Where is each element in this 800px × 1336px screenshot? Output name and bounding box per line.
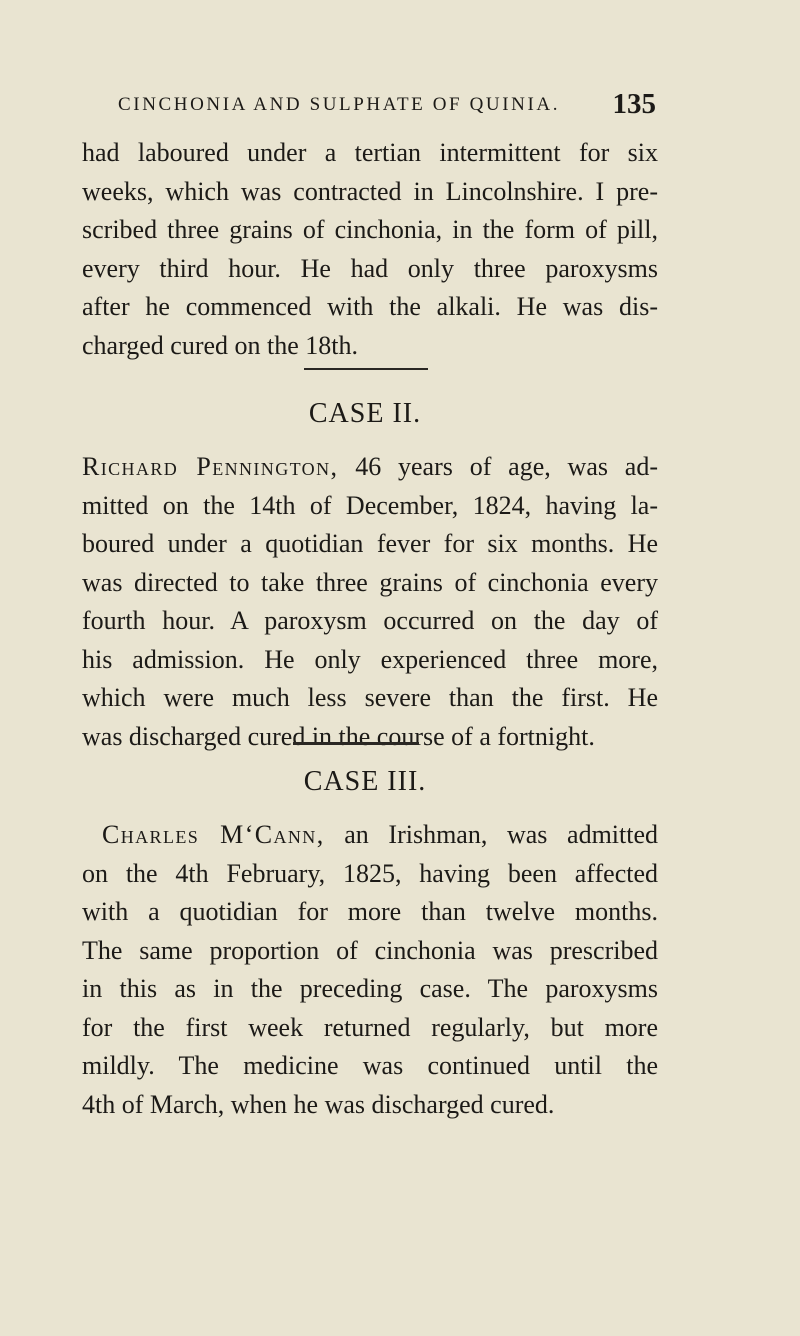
section-divider (304, 368, 428, 370)
text-line: weeks, which was contracted in Lincolnshire. I pre- (82, 176, 658, 206)
patient-name: Richard Pennington, (82, 452, 339, 481)
text-line: his admission. He only experienced three more, (82, 644, 658, 674)
case-3-paragraph (82, 816, 658, 1124)
text-line: every third hour. He had only three paroxysms (82, 253, 658, 283)
text-fragment: an Irishman, was admitted (344, 820, 658, 849)
text-line: after he commenced with the alkali. He was dis- (82, 292, 658, 321)
patient-name: Charles M‘Cann, (102, 820, 325, 849)
text-line: had laboured under a tertian intermittent for six (82, 138, 658, 167)
text-line (82, 816, 658, 855)
text-line: for the first week returned regularly, but more (82, 1012, 658, 1042)
text-line: 4th of March, when he was discharged cured. (82, 1089, 555, 1119)
text-fragment: 46 years of age, was ad- (355, 452, 659, 481)
text-line: mildly. The medicine was continued until the (82, 1051, 658, 1080)
text-line: mitted on the 14th of December, 1824, having la- (82, 490, 658, 520)
text-line: with a quotidian for more than twelve months. (82, 897, 658, 926)
text-line: charged cured on the 18th. (82, 330, 359, 360)
running-title: CINCHONIA AND SULPHATE OF QUINIA. (118, 94, 561, 115)
case-2-paragraph (82, 448, 658, 756)
text-line (82, 448, 658, 487)
section-divider (293, 742, 419, 745)
opening-paragraph (82, 134, 658, 365)
text-line: was directed to take three grains of cinchonia every (82, 567, 658, 597)
text-line: boured under a quotidian fever for six months. He (82, 529, 658, 558)
text-line: fourth hour. A paroxysm occurred on the day of (82, 606, 658, 635)
text-line: scribed three grains of cinchonia, in the form of pill, (82, 215, 658, 244)
text-line: on the 4th February, 1825, having been affected (82, 858, 658, 888)
text-line: in this as in the preceding case. The paroxysms (82, 974, 658, 1003)
case-3-heading: CASE III. (303, 766, 427, 797)
page-number: 135 (612, 88, 656, 120)
text-line: The same proportion of cinchonia was prescribed (82, 935, 658, 965)
text-line: which were much less severe than the first. He (82, 683, 658, 712)
text-line: was discharged cured in the course of a fortnight. (82, 721, 595, 751)
case-2-heading: CASE II. (308, 398, 422, 429)
running-head (118, 88, 658, 128)
